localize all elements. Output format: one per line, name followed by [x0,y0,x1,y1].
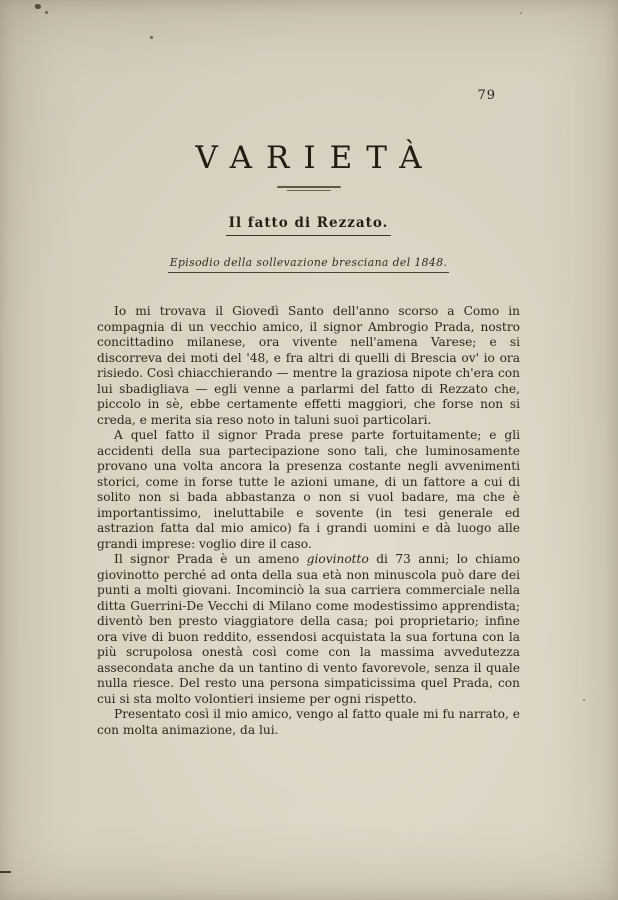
body-paragraph: Il signor Prada è un ameno giovinotto di 73 anni; lo chiamo giovinotto perché ad onta della sua età non minuscola può dare dei punti a molti giovani. Incominciò la sua carriera commerciale nella ditta Guerrini-De Vecchi di Milano come modestissimo apprendista; diventò ben presto viaggiatore della casa; poi proprietario; infine ora vive di buon reddito, essendosi acquistata la sua fortuna con la più scrupolosa onestà così come con la massima avvedutezza assecondata anche da un tantino di vento favorevole, senza il quale nulla riesce. Del resto una persona simpaticissima quel Prada, con cui si sta molto volontieri insieme per ogni rispetto. [97,552,521,706]
body-text [97,304,520,738]
paper-speck [45,11,48,14]
body-paragraph: Io mi trovava il Giovedì Santo dell'anno scorso a Como in compagnia di un vecchio amico, il signor Ambrogio Prada, nostro concittadino milanese, ora vivente nell'amena Varese; e si discorreva dei moti del '48, e fra altri di quelli di Brescia ov' io ora risiedo. Così chiacchierando — mentre la graziosa nipote ch'era con lui sbadigliava — egli venne a parlarmi del fatto di Rezzato che, piccolo in sè, ebbe certamente effetti maggiori, che forse non si creda, e merita sia reso noto in taluni suoi particolari. [97,304,520,427]
body-paragraph: A quel fatto il signor Prada prese parte fortuitamente; e gli accidenti della sua partecipazione sono tali, che luminosamente provano una volta ancora la presenza costante negli avvenimenti storici, come in forse tutte le azioni umane, di un fattore a cui di solito non si bada abbastanza o non si vuol badare, ma che è importantissimo, ineluttabile e sovente (in tesi generale ed astrazion fatta dal mio amico) fa i grandi uomini e dà luogo alle grandi imprese: voglio dire il caso. [97,428,520,551]
episode-subtitle [97,256,520,273]
paper-speck [520,12,522,14]
page-number: 79 [477,88,496,103]
paper-edge-mark [0,871,11,873]
body-paragraph: Presentato così il mio amico, vengo al fatto quale mi fu narrato, e con molta animazione, da lui. [97,707,520,737]
section-title-text: Il fatto di Rezzato. [226,215,392,236]
paper-speck [150,36,153,39]
paper-speck [583,699,585,701]
page-title: VARIETÀ [195,140,436,176]
episode-subtitle-text: Episodio della sollevazione bresciana del 1848. [168,256,450,273]
title-flourish-rule [277,186,341,188]
paper-speck [35,4,41,9]
section-heading [97,215,520,236]
